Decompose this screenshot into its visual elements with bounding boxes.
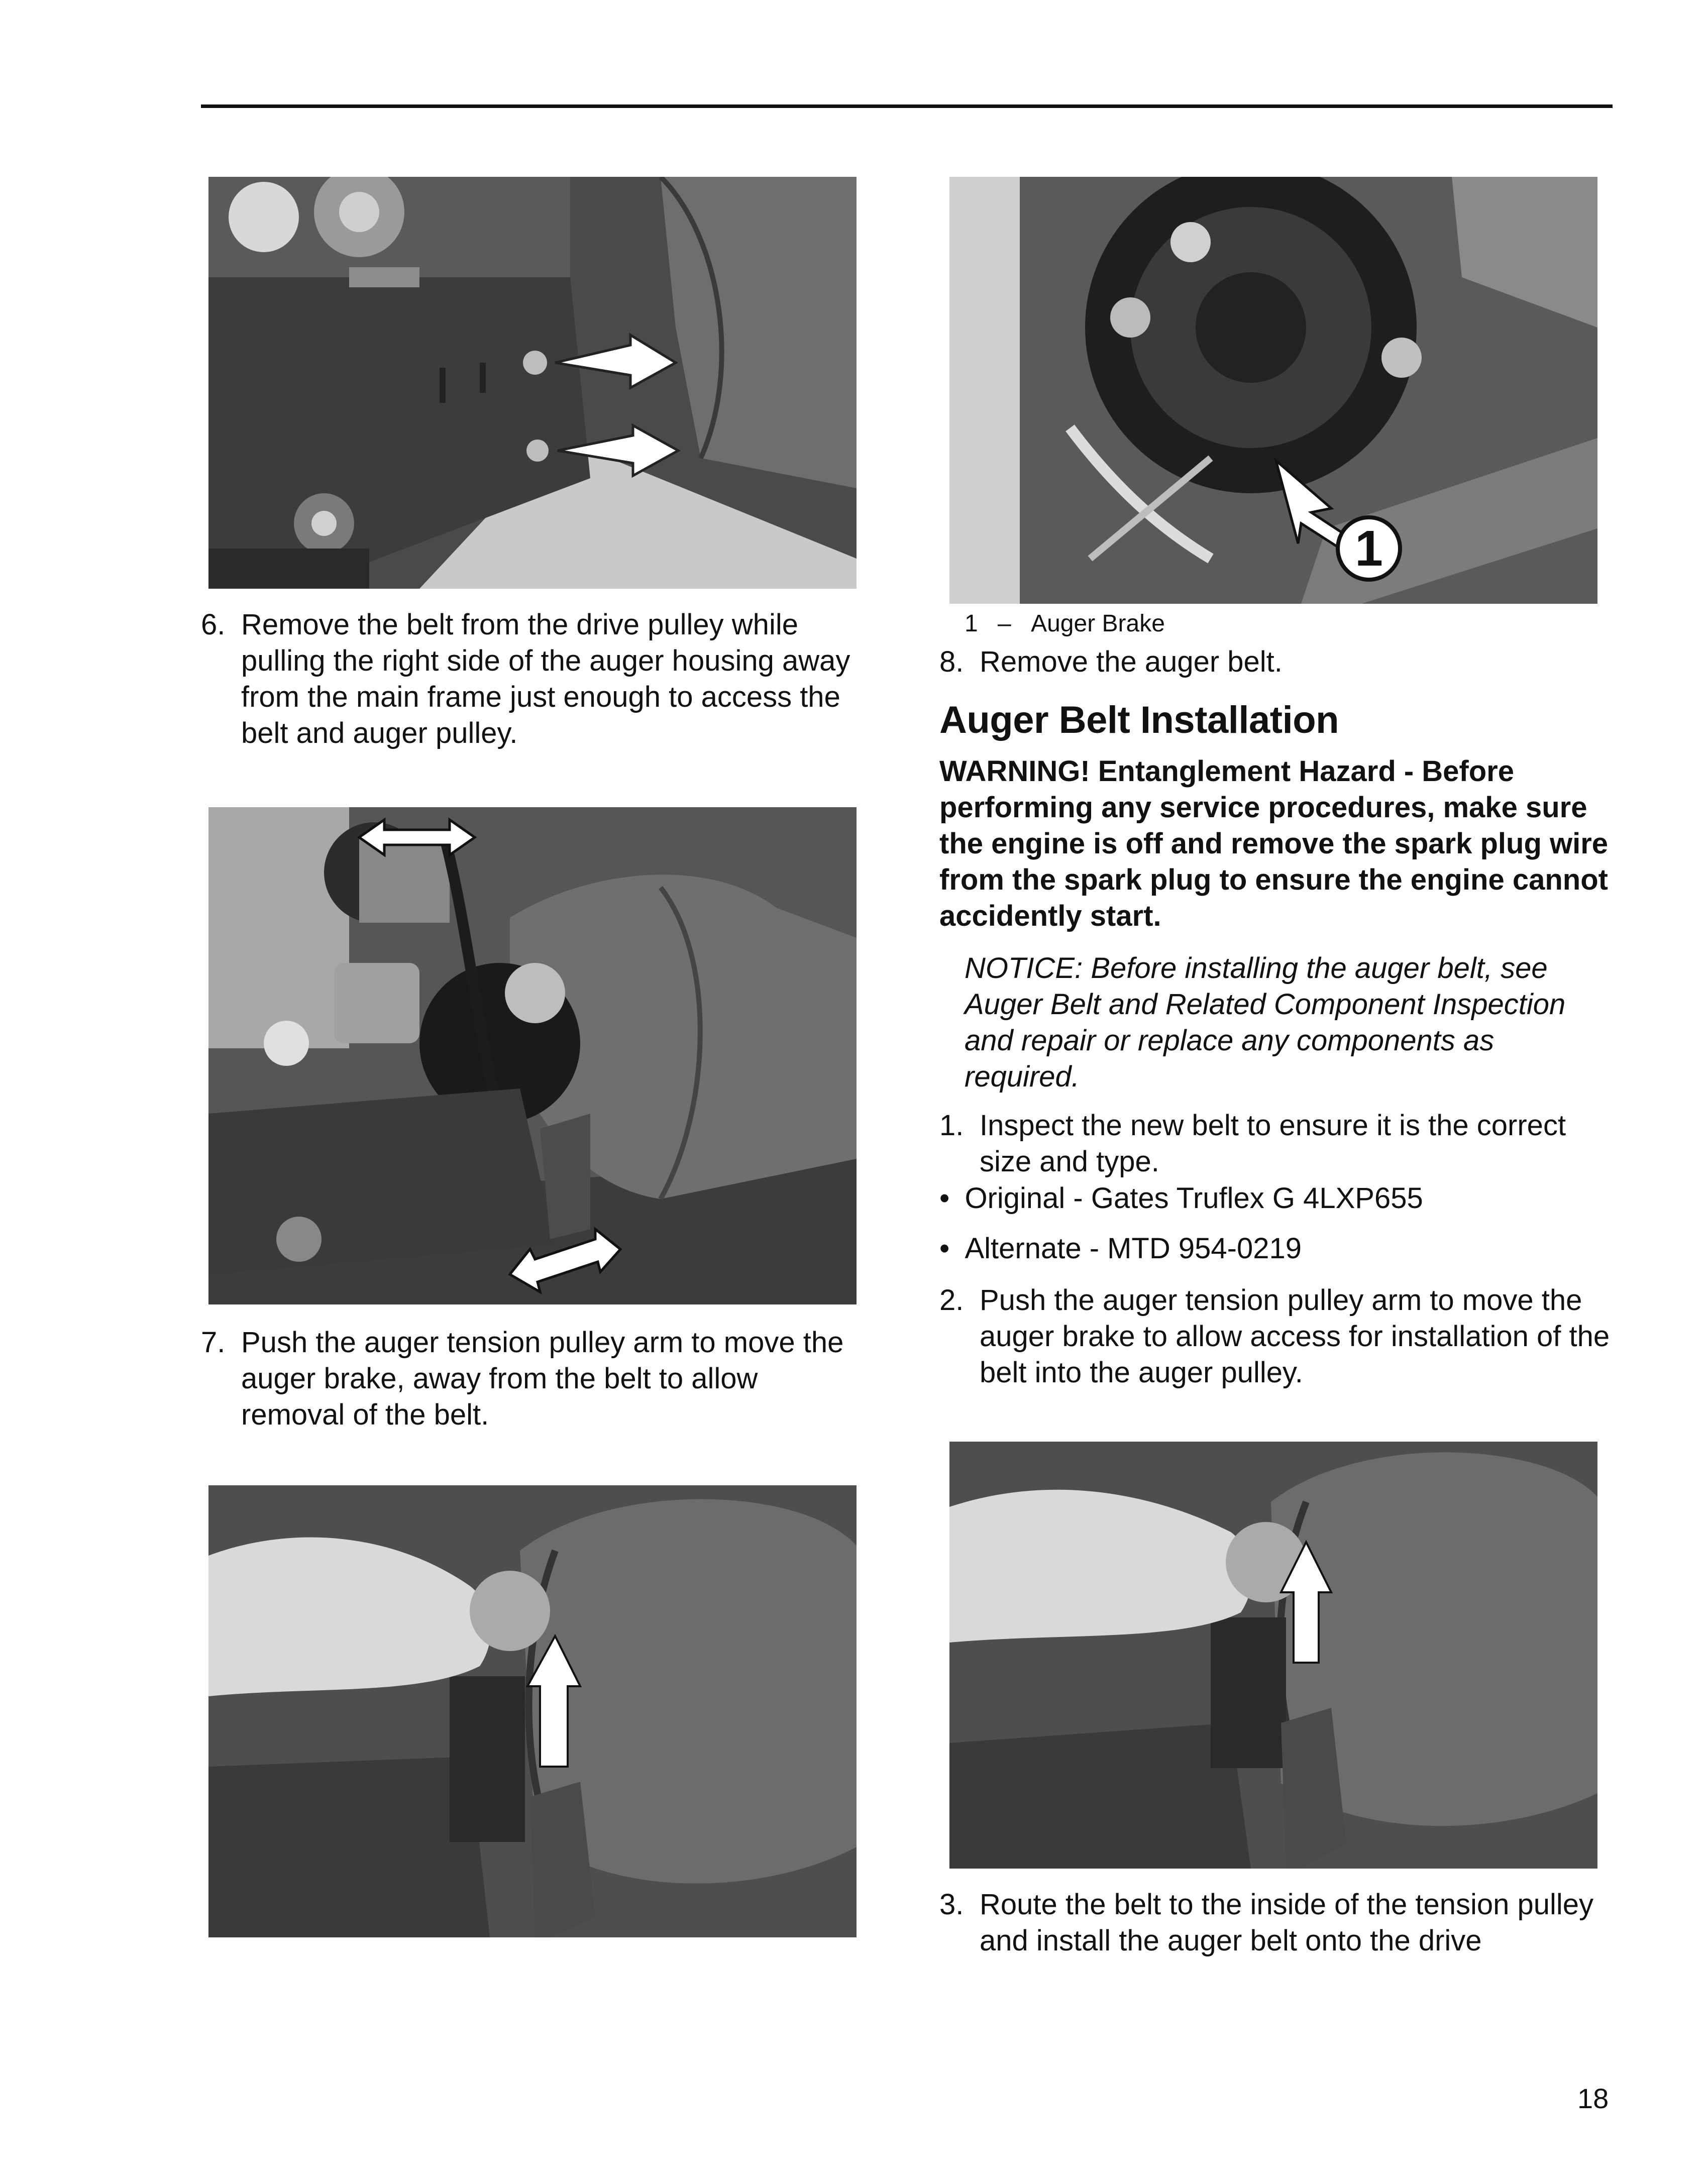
step-6-number: 6. [201, 608, 226, 641]
photo-push-arm-left [208, 1485, 857, 1937]
photo-auger-brake [949, 177, 1597, 604]
install-step-2 [939, 1282, 1613, 1391]
caption-number: 1 [965, 610, 978, 637]
step-7-text: Push the auger tension pulley arm to move the auger brake, away from the belt to allow removal of the belt. [241, 1326, 844, 1431]
install-step-3-text: Route the belt to the inside of the tension pulley and install the auger belt onto the drive [980, 1888, 1594, 1957]
bullet-text: Alternate - MTD 954-0219 [965, 1232, 1302, 1265]
install-step-1-number: 1. [939, 1109, 964, 1142]
bullet-alternate [939, 1231, 1302, 1267]
step-8-number: 8. [939, 645, 964, 678]
photo-frame-bolts [208, 177, 857, 589]
warning-text: WARNING! Entanglement Hazard - Before performing any service procedures, make sure the engine is off and remove the spark plug wire from the spark plug to ensure the engine cannot accidently start. [939, 755, 1609, 932]
notice-text: NOTICE: Before installing the auger belt, see Auger Belt and Related Component Inspection and repair or replace any components as required. [965, 952, 1566, 1093]
install-step-3-number: 3. [939, 1888, 964, 1921]
install-step-2-text: Push the auger tension pulley arm to move the auger brake to allow access for installation of the belt into the auger pulley. [980, 1284, 1610, 1389]
step-6 [201, 607, 859, 751]
figure-caption [965, 609, 1165, 639]
step-7 [201, 1325, 859, 1433]
bullet-symbol: • [939, 1232, 950, 1265]
install-step-2-number: 2. [939, 1284, 964, 1317]
step-8-text: Remove the auger belt. [980, 645, 1283, 678]
install-step-3 [939, 1887, 1613, 1959]
step-8 [939, 644, 1613, 680]
bullet-text: Original - Gates Truflex G 4LXP655 [965, 1182, 1423, 1215]
install-step-1 [939, 1108, 1613, 1180]
bullet-original [939, 1180, 1423, 1217]
photo-drive-pulley [208, 807, 857, 1304]
caption-dash: – [998, 610, 1011, 637]
callout-number-1: 1 [1355, 520, 1383, 577]
install-step-1-text: Inspect the new belt to ensure it is the correct size and type. [980, 1109, 1566, 1178]
caption-label: Auger Brake [1031, 610, 1165, 637]
section-heading: Auger Belt Installation [939, 699, 1339, 741]
step-6-text: Remove the belt from the drive pulley while pulling the right side of the auger housing away from the main frame just enough to access the belt and auger pulley. [241, 608, 850, 749]
page-number: 18 [1577, 2083, 1609, 2114]
bullet-symbol: • [939, 1182, 950, 1215]
header-rule [201, 104, 1613, 108]
photo-push-arm-right [949, 1442, 1597, 1869]
step-7-number: 7. [201, 1326, 226, 1359]
